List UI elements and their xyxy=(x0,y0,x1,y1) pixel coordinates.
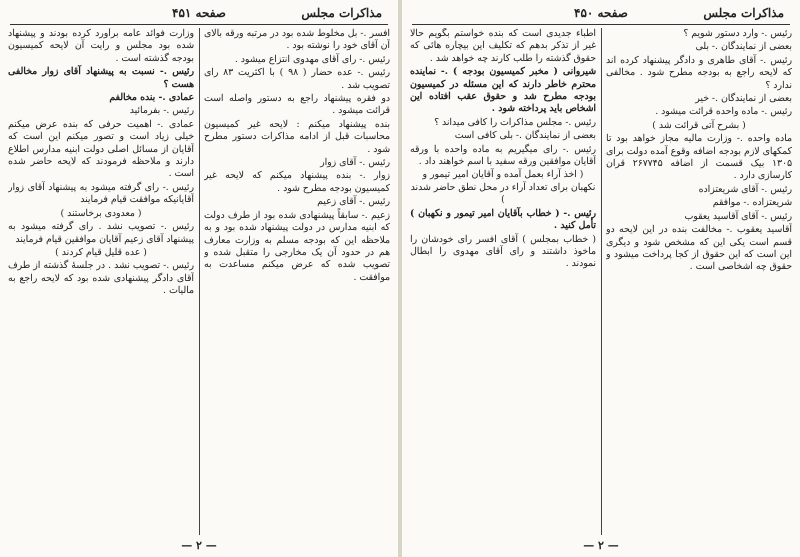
paragraph: بعضی از نمایندگان .- خیر xyxy=(695,93,792,105)
paragraph: ( خطاب بمجلس ) آقای افسر رای خودشان را ماخوذ داشتند و رای آقای مهدوی را ابطال نمودند . xyxy=(410,233,596,270)
paragraph: وزارت فوائد عامه برآورد کرده بودند و پیشنهاد شده بود مجلس و رایت آن لایحه کمیسیون بودجه گذشته است . xyxy=(8,28,194,64)
page-451 xyxy=(0,0,398,557)
paragraph: رئیس .- وارد دستور شویم ؟ xyxy=(683,28,792,39)
page-number: صفحه ۴۵۰ xyxy=(574,6,628,20)
paragraph: عمادی .- اهمیت حرفی که بنده عرض میکنم خیلی زیاد است و تصور میکنم این است که آقایان از مسائل اصلی دولت ابنیه مدارس اطلاع دارند و ملاحظه فرمودند که لایحه حاضر شده است . xyxy=(8,118,194,180)
paragraph: رئیس .- بفرمائید xyxy=(129,105,194,117)
paragraph: رئیس .- نسبت به پیشنهاد آقای زوار مخالفی هست ؟ xyxy=(8,66,194,90)
paragraph: رئیس .- آقای شریعتزاده xyxy=(698,183,792,195)
running-title: مذاکرات مجلس xyxy=(703,6,784,20)
column-divider xyxy=(199,28,200,535)
paragraph: ( اخذ آراء بعمل آمده و آقایان امیر تیمور و نکهبان برای تعداد آراء در محل نطق حاضر شدند ) xyxy=(410,169,596,206)
column-divider xyxy=(601,28,602,535)
paragraph: رئیس .- آقای آقاسید یعقوب xyxy=(684,210,792,222)
paragraph: ( معدودی برخاستند ) xyxy=(60,207,142,219)
page-header xyxy=(412,4,790,25)
paragraph: بعضی از نمایندگان .- بلی xyxy=(695,41,792,53)
paragraph: شریعتزاده .- موافقم xyxy=(712,197,792,209)
paragraph: شیروانی ( مخبر کمیسیون بودجه ) .- نماینده محترم خاطر دارند که این مسئله در کمیسیون بودجه مطرح شد و حقوق عقب افتاده این اشخاص باید پرداخته شود . xyxy=(410,66,596,115)
page-number: صفحه ۴۵۱ xyxy=(172,6,226,20)
text-column-right xyxy=(606,28,792,535)
paragraph: ماده واحده .- وزارت مالیه مجاز خواهد بود تا کمکهای لازم بودجه اضافه وقوع آمده دولت برای ۱۳۰۵ بیک قسمت از اضافه ۲۶۷۷۴۵ قران کارسازی دارد . xyxy=(606,133,792,182)
paragraph: رئیس .- تصویب نشد . در جلسهٔ گذشته از طرف آقای دادگر پیشنهادی شده بود که لایحه راجع به مالیات . xyxy=(8,260,194,297)
paragraph: رئیس .- ( خطاب بآقایان امیر تیمور و نکهبان ) تأمل کنید . xyxy=(410,207,596,232)
paragraph: رئیس .- آقای طاهری و دادگر پیشنهاد کرده اند که لایحه راجع به بودجه مطرح شود . مخالفی ندارد ؟ xyxy=(606,54,792,91)
paragraph: رئیس .- آقای زوار xyxy=(320,157,390,169)
page-footer: — ۲ — xyxy=(181,539,217,552)
paragraph: زوار .- بنده پیشنهاد میکنم که لایحه غیر کمیسیون بودجه مطرح شود . xyxy=(204,170,390,194)
paragraph: رئیس .- ماده واحده قرائت میشود . xyxy=(655,106,792,118)
paragraph: بنده پیشنهاد میکنم : لایحه غیر کمیسیون محاسبات قبل از ادامه مذاکرات دستور مطرح شود . xyxy=(204,118,390,155)
paragraph: ( عده قلیل قیام کردند ) xyxy=(55,246,147,258)
paragraph: بعضی از نمایندگان .- بلی کافی است xyxy=(454,130,596,142)
paragraph: رئیس .- آقای زعیم xyxy=(317,196,390,208)
paragraph: رئیس .- رای میگیریم به ماده واحده با ورقه آقایان موافقین ورقه سفید با اسم خواهند داد . xyxy=(410,143,596,168)
paragraph: رئیس .- مجلس مذاکرات را کافی میداند ؟ xyxy=(434,116,596,128)
paragraph: عمادی .- بنده مخالفم xyxy=(109,92,194,104)
text-column-right xyxy=(204,28,390,535)
paragraph: زعیم .- سابقاً پیشنهادی شده بود از طرف دولت که ابنیه مدارس در دولت پیشنهاد شده بود و به ملاحظه این که بودجه مسلم به وزارت معارف هم در حدود آن یک مخارجی را متقبل شده و تصویب شده که عرض میکنم مساعدت به موافقت . xyxy=(204,209,390,283)
paragraph: دو فقره پیشنهاد راجع به دستور واصله است قرائت میشود . xyxy=(204,93,390,117)
paragraph: اطباء جدیدی است که بنده خواستم بگویم حالا غیر از تذکر بدهم که تکلیف این بیچاره هائی که حقوق گذشته را طلب کارند چه خواهد شد . xyxy=(410,28,596,64)
paragraph: رئیس .- عده حضار ( ۹۸ ) با اکثریت ۸۳ رای تصویب شد . xyxy=(204,67,390,91)
paragraph: رئیس .- رای گرفته میشود به پیشنهاد آقای زوار آقایانیکه موافقت قیام فرمایند xyxy=(8,181,194,206)
page-footer: — ۲ — xyxy=(583,539,619,552)
text-column-left xyxy=(410,28,596,535)
paragraph: افسر .- بل مخلوط شده بود در مرتبه ورقه بالای آن آقای خود را نوشته بود . xyxy=(204,28,390,52)
paragraph: ( بشرح آتی قرائت شد ) xyxy=(652,119,746,131)
page-header xyxy=(10,4,388,25)
paragraph: رئیس .- تصویب نشد . رای گرفته میشود به پیشنهاد آقای زعیم آقایان موافقین قیام فرمایند xyxy=(8,221,194,245)
paragraph: رئیس .- رای آقای مهدوی انتزاع میشود . xyxy=(234,53,390,65)
running-title: مذاکرات مجلس xyxy=(301,6,382,20)
paragraph: آقاسید یعقوب .- مخالفت بنده در این لایحه دو قسم است یکی این که مشخص شود و دیگری این است که این حقوق از کجا پرداخت میشود و حقوق چه اشخاصی است . xyxy=(606,224,792,273)
page-450 xyxy=(402,0,800,557)
text-column-left xyxy=(8,28,194,535)
